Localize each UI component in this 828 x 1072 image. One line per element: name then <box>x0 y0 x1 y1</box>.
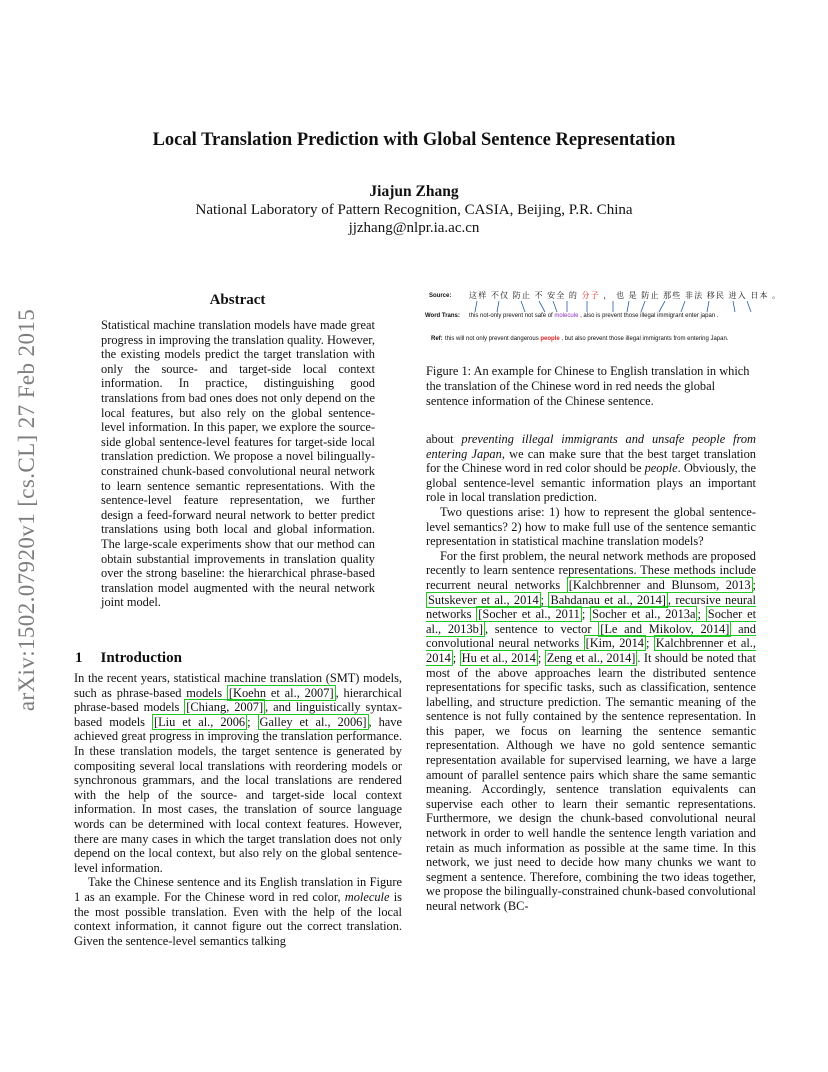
source-label: Source: <box>429 293 452 299</box>
introduction-body <box>74 671 402 948</box>
section-number: 1 <box>75 650 83 666</box>
section-heading-introduction <box>75 650 182 667</box>
paragraph: about preventing illegal immigrants and unsafe people from entering Japan, we can make sure that the best target translation for the Chinese word in red color should be people. Obviously, the global sentence-level semantic information plays an important role in local translation prediction. <box>426 432 757 505</box>
intro-paragraph-1: In the recent years, statistical machine translation (SMT) models, such as phrase-based models [Koehn et al., 2007] , hierarchical phrase-based models [Chiang, 2007] , and linguistically syntax-based models [Liu et al., 2006 ; Galley et al., 2006] , have achieved great progress in improving the translation performance. In these translation models, the target sentence is generated by compositing several local translations with reordering models or synchronous grammars, and the local translations are rendered with the help of the source- and target-side local context information. In most cases, the translation of source language words can be determined with local context features. However, there are many cases in which the target translation does not only depend on the local context, but also rely on the global sentence-level information. <box>74 671 402 875</box>
figure-1 <box>425 286 782 346</box>
word-trans-label: Word Trans: <box>425 313 460 319</box>
highlighted-reference-word: people <box>540 336 560 342</box>
citation-link[interactable]: Bahdanau et al., 2014] <box>550 592 666 607</box>
intro-paragraph-2: Take the Chinese sentence and its English translation in Figure 1 as an example. For the Chinese word in red color, molecule is the most possible translation. Even with the help of the local context information, it cannot figure out the correct translation. Given the sentence-level semantics talking <box>74 875 402 948</box>
citation-link[interactable]: Galley et al., 2006] <box>259 714 367 729</box>
arxiv-stamp <box>8 290 46 730</box>
highlighted-source-word: 分子 <box>581 291 600 300</box>
reference-translation: this will not only prevent dangerous people , but also prevent those illegal immigrants from entering Japan. <box>445 336 729 342</box>
highlighted-word-translation: molecule <box>554 313 579 319</box>
arxiv-id: arXiv:1502.07920v1 [cs.CL] 27 Feb 2015 <box>14 308 39 712</box>
abstract-body: Statistical machine translation models have made great progress in improving the translation quality. However, the existing models predict the target translation with only the source- and target-side local context information. In practice, distinguishing good translations from bad ones does not only depend on the local features, but also rely on the global sentence-level information. In this paper, we explore the source-side global sentence-level features for target-side local translation prediction. We propose a novel bilingually-constrained chunk-based convolutional neural network to learn sentence semantic representations. With the sentence-level feature representation, we further design a feed-forward neural network to better predict translations using both local and global information. The large-scale experiments show that our method can obtain substantial improvements in translation quality over the strong baseline: the hierarchical phrase-based translation model augmented with the neural network joint model. <box>101 318 375 610</box>
citation-link[interactable]: [Liu et al., 2006 <box>153 714 246 729</box>
citation-link[interactable]: [Socher et al., 2011 <box>478 607 580 622</box>
author-email[interactable]: jjzhang@nlpr.ia.ac.cn <box>348 220 480 236</box>
citation-link[interactable]: Sutskever et al., 2014 <box>428 592 539 607</box>
source-sentence: 这样 不仅 防止 不 安全 的 分子 ， 也 是 防止 那些 非法 移民 进入 日本 。 <box>469 291 782 300</box>
paragraph: For the first problem, the neural network methods are proposed recently to learn sentence representations. These methods include recurrent neural networks [Kalchbrenner and Blunsom, 2013 ; Sutskever et al., 2014 ; Bahdanau et al., 2014] , recursive neural networks [Socher et al., 2011 ; Socher et al., 2013a ; Socher et al., 2013b] , sentence to vector [Le and Mikolov, 2014] and convolutional neural networks [Kim, 2014 ; Kalchbrenner et al., 2014 ; Hu et al., 2014 ; Zeng et al., 2014] . It should be noted that most of the above approaches learn the distributed sentence representations for specific tasks, such as classification, sentence labelling, and structure prediction. The semantic meaning of the sentence is not fully contained by the sentence representation. In this paper, we focus on learning the sentence semantic representation. Although we have no gold sentence semantic representation available for supervised learning, we have a large amount of parallel sentence pairs which share the same semantic meaning. Accordingly, sentence translation equivalents can supervise each other to learn their semantic representations. Furthermore, we design the chunk-based convolutional neural network in order to well handle the sentence length variation and retain as much information as possible at the same time. In this network, we just need to decide how many chunks we want to segment a sentence. Therefore, combining the two ideas together, we propose the bilingually-constrained chunk-based convolutional neural network (BC- <box>426 548 757 913</box>
citation-link[interactable]: [Koehn et al., 2007] <box>228 685 334 700</box>
section-title: Introduction <box>100 650 182 666</box>
author-name: Jiajun Zhang <box>369 183 459 200</box>
citation-link[interactable]: Kalchbrenner et al., 2014 <box>426 636 756 665</box>
citation-link[interactable]: [Kim, 2014 <box>585 636 644 651</box>
citation-link[interactable]: Socher et al., 2013a <box>592 607 696 622</box>
citation-link[interactable]: Zeng et al., 2014] <box>546 650 636 665</box>
figure-caption: Figure 1: An example for Chinese to English translation in which the translation of the Chinese word in red needs the global sentence information of the Chinese sentence. <box>426 364 750 408</box>
citation-link[interactable]: Hu et al., 2014 <box>461 650 536 665</box>
reference-label: Ref: <box>431 336 443 342</box>
citation-link[interactable]: Socher et al., 2013b] <box>426 607 757 636</box>
alignment-lines <box>465 300 775 313</box>
citation-link[interactable]: [Le and Mikolov, 2014] <box>600 621 730 636</box>
citation-link[interactable]: [Kalchbrenner and Blunsom, 2013 <box>568 577 751 592</box>
citation-link[interactable]: [Chiang, 2007] <box>186 700 264 715</box>
right-column-body <box>426 432 756 914</box>
abstract-heading: Abstract <box>209 292 266 308</box>
word-translation: this not-only prevent not safe of molecule , also is prevent those illegal immigrant enter japan . <box>469 313 719 319</box>
paragraph: Two questions arise: 1) how to represent the global sentence-level semantics? 2) how to make full use of the sentence semantic representation in statistical machine translation models? <box>426 504 756 549</box>
affiliation: National Laboratory of Pattern Recognition, CASIA, Beijing, P.R. China <box>195 202 633 218</box>
paper-title: Local Translation Prediction with Global Sentence Representation <box>152 130 676 150</box>
